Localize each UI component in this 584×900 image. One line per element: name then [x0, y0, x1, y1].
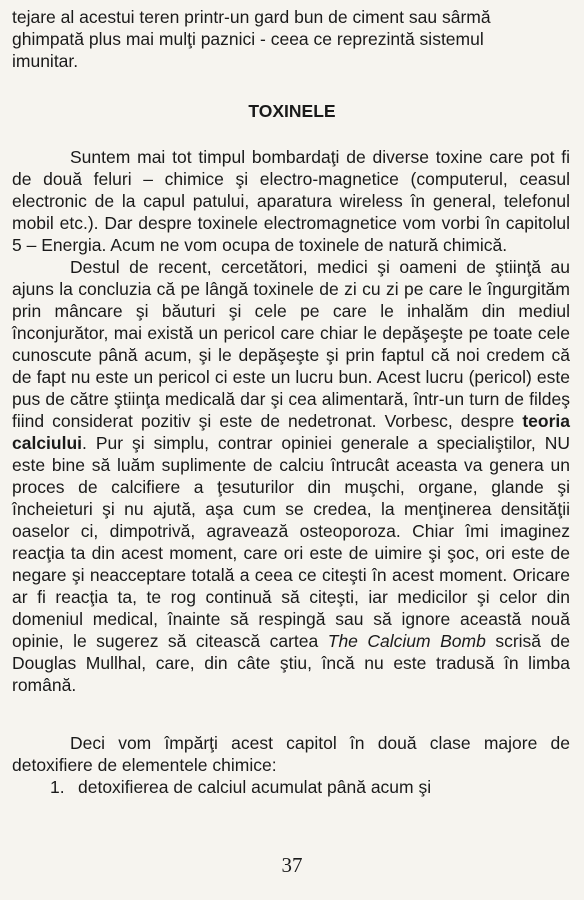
- list-item-number: 1.: [50, 777, 65, 797]
- list-item: [50, 776, 570, 798]
- paragraph-3: Deci vom împărţi acest capitol în două clase majore de detoxifiere de elementele chimice:: [12, 733, 570, 775]
- paragraph-2-text: Destul de recent, cercetători, medici şi oameni de ştiinţă au ajuns la concluzia că pe lângă toxinele de zi cu zi pe care le îngurgităm prin mâncare şi băuturi şi cele pe care le inhalăm din mediul înconjurător, mai există un pericol care chiar le depăşeşte pe toate cele cunoscute până acum, şi le depăşeşte şi prin faptul că noi credem că de fapt nu este un pericol ci este un lucru bun. Acest lucru (pericol) este pus de către ştiinţa medicală dar şi cea alimentară, într-un turn de fildeş fiind considerat pozitiv şi este de nedetronat. Vorbesc, despre: [12, 257, 570, 431]
- intro-line: imunitar.: [12, 51, 79, 71]
- list-item-text: detoxifierea de calciul acumulat până acum şi: [78, 777, 432, 797]
- page-number: 37: [281, 853, 303, 877]
- intro-line: tejare al acestui teren printr-un gard bun de ciment sau sârmă: [12, 7, 491, 27]
- book-title: The Calcium Bomb: [327, 631, 486, 651]
- section-title: TOXINELE: [248, 101, 336, 121]
- paragraph-2: [12, 256, 570, 696]
- paragraph-2-text: . Pur şi simplu, contrar opiniei generale a specialiştilor, NU este bine să luăm suplimente de calciu întrucât aceasta va genera un proces de calcifiere a ţesuturilor din muşchi, organe, glande şi încheieturi şi nu ajută, aşa cum se credea, la menţinerea densităţii oaselor ci, dimpotrivă, agravează osteoporoza. Chiar îmi imaginez reacţia ta din acest moment, care ori este de uimire şi şoc, ori este de negare şi neacceptare totală a ceea ce citeşti în acest moment. Oricare ar fi reacţia ta, te rog continuă să citeşti, iar medicilor şi celor din domeniul medical, înainte să respingă sau să ignore această nouă opinie, le sugerez să citească cartea: [12, 433, 570, 651]
- intro-paragraph: [12, 6, 570, 72]
- paragraph-2-text: scrisă de Douglas Mullhal, care, din câte ştiu, încă nu este tradusă în limba română.: [12, 631, 570, 695]
- intro-line: ghimpată plus mai mulţi paznici - ceea ce reprezintă sistemul: [12, 29, 484, 49]
- bold-term: teoria calciului: [12, 411, 570, 453]
- paragraph-1: Suntem mai tot timpul bombardaţi de diverse toxine care pot fi de două feluri – chimice şi electro-magnetice (computerul, ceasul electronic de la capul patului, aparatura wireless în general, telefonul mobil etc.). Dar despre toxinele electromagnetice vom vorbi în capitolul 5 – Energia. Acum ne vom ocupa de toxinele de natură chimică.: [12, 147, 570, 255]
- numbered-list: [50, 776, 570, 798]
